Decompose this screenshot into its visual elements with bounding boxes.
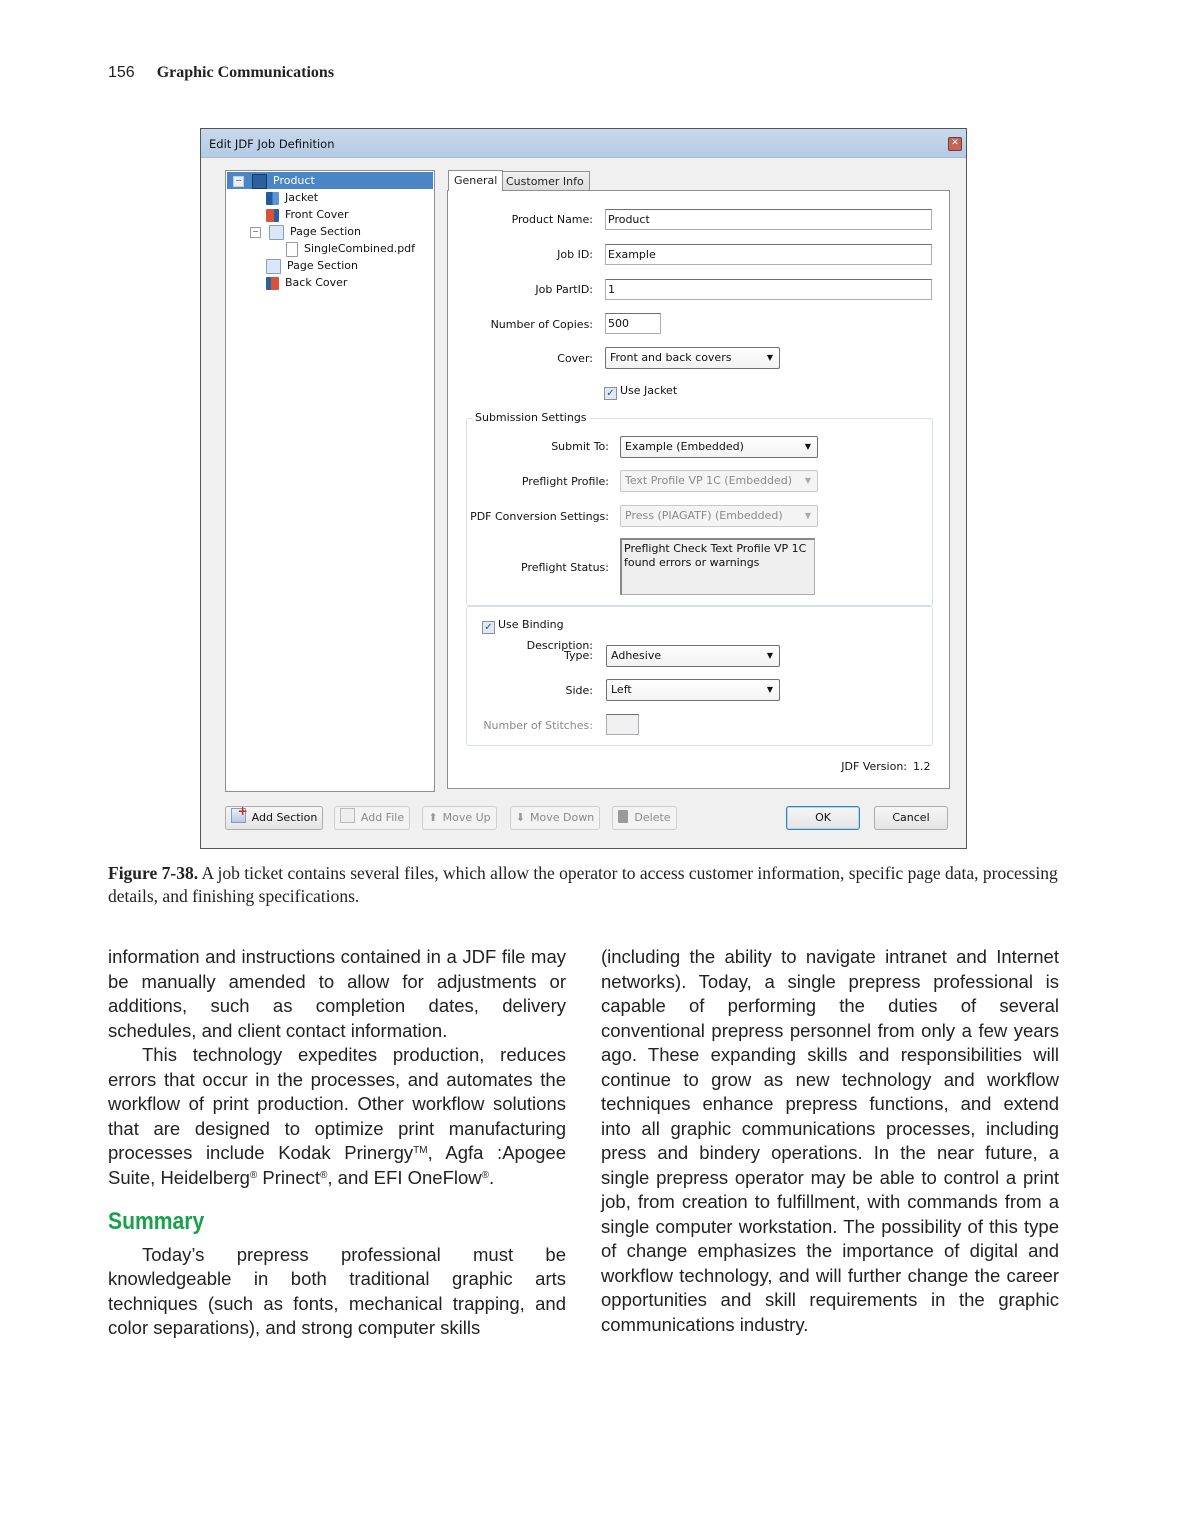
paragraph: information and instructions contained in a JDF file may be manually amended to allow for adjustments or additions, such as completion dates, delivery schedules, and client contact information. bbox=[108, 946, 566, 1041]
pdf-conversion-label: PDF Conversion Settings: bbox=[470, 510, 609, 523]
tree-item-label: Back Cover bbox=[285, 276, 348, 289]
cover-select[interactable] bbox=[605, 347, 780, 369]
tree-item-label: SingleCombined.pdf bbox=[304, 242, 416, 255]
tree-item-page-section-1[interactable] bbox=[250, 223, 361, 240]
paragraph: (including the ability to navigate intranet and Internet networks). Today, a single prepress professional is capable of performing the duties of several conventional prepress personnel from only a few years ago. These expanding skills and responsibilities will continue to grow as new technology and workflow techniques enhance prepress functions, and extend into all graphic communications processes, including press and bindery operations. In the near future, a single prepress operator may be able to control a print job, from creation to fulfillment, with commands from a single computer workstation. The possibility of this type of change emphasizes the importance of digital and workflow technology, and will further change the career opportunities and skill requirements in the graphic communications industry. bbox=[601, 946, 1059, 1335]
submit-to-value: Example (Embedded) bbox=[625, 440, 744, 453]
type-label: Type: bbox=[564, 649, 593, 662]
pdf-conversion-select[interactable] bbox=[620, 505, 818, 527]
binding-type-select[interactable] bbox=[606, 645, 780, 667]
add-file-icon bbox=[340, 808, 355, 823]
tree-item-label: Front Cover bbox=[285, 208, 349, 221]
use-jacket-checkbox[interactable] bbox=[604, 384, 677, 400]
tree-item-product[interactable] bbox=[227, 172, 433, 189]
collapse-icon[interactable]: − bbox=[233, 176, 244, 187]
move-down-button[interactable] bbox=[510, 806, 600, 830]
submission-settings-title: Submission Settings bbox=[472, 411, 590, 424]
body-column-right bbox=[601, 945, 1059, 1337]
page-header bbox=[108, 64, 334, 82]
tree-item-label: Page Section bbox=[287, 259, 358, 272]
front-cover-icon bbox=[266, 209, 279, 222]
tab-customer-info[interactable]: Customer Info bbox=[500, 171, 590, 191]
cover-label: Cover: bbox=[557, 352, 593, 365]
product-book-icon bbox=[252, 174, 267, 189]
figure-caption bbox=[108, 862, 1058, 908]
cancel-button[interactable]: Cancel bbox=[874, 806, 948, 830]
job-partid-input[interactable]: 1 bbox=[605, 279, 932, 300]
add-file-label: Add File bbox=[360, 811, 405, 824]
chevron-down-icon: ▼ bbox=[804, 511, 812, 520]
dialog-title: Edit JDF Job Definition bbox=[209, 137, 335, 151]
add-section-label: Add Section bbox=[251, 811, 318, 824]
product-name-label: Product Name: bbox=[511, 213, 593, 226]
tab-general[interactable]: General bbox=[448, 170, 503, 191]
paragraph: This technology expedites production, reduces errors that occur in the processes, and automates the workflow of print production. Other workflow solutions that are designed to optimize print manufacturing processes include Kodak Prinergy™, Agfa :Apogee Suite, Heidelberg® Prinect®, and EFI OneFlow®. bbox=[108, 1044, 566, 1188]
ok-button[interactable]: OK bbox=[786, 806, 860, 830]
checkbox-checked-icon: ✓ bbox=[482, 621, 495, 634]
tree-item-label: Jacket bbox=[285, 191, 319, 204]
delete-label: Delete bbox=[634, 811, 671, 824]
submit-to-select[interactable] bbox=[620, 436, 818, 458]
back-cover-icon bbox=[266, 277, 279, 290]
trash-icon bbox=[618, 810, 628, 823]
tree-item-label: Page Section bbox=[290, 225, 361, 238]
summary-heading: Summary bbox=[108, 1208, 205, 1235]
binding-side-select[interactable] bbox=[606, 679, 780, 701]
stitches-label: Number of Stitches: bbox=[483, 719, 593, 732]
description-type-label bbox=[491, 641, 593, 661]
arrow-up-icon: ⬆ bbox=[428, 811, 438, 824]
use-binding-label: Use Binding bbox=[498, 618, 564, 631]
move-down-label: Move Down bbox=[530, 811, 595, 824]
pdf-conversion-value: Press (PIAGATF) (Embedded) bbox=[625, 509, 783, 522]
preflight-profile-select[interactable] bbox=[620, 470, 818, 492]
edit-jdf-dialog bbox=[200, 128, 967, 849]
delete-button[interactable] bbox=[612, 806, 677, 830]
use-binding-checkbox[interactable] bbox=[482, 618, 564, 634]
tree-item-label: Product bbox=[273, 174, 315, 187]
collapse-icon[interactable]: − bbox=[250, 227, 261, 238]
add-section-icon: + bbox=[231, 808, 246, 823]
move-up-button[interactable] bbox=[422, 806, 497, 830]
binding-side-value: Left bbox=[611, 683, 632, 696]
tree-item-jacket[interactable] bbox=[266, 189, 318, 206]
description-label: Description: bbox=[526, 639, 593, 652]
page-section-icon bbox=[266, 259, 281, 274]
stitches-input[interactable] bbox=[606, 714, 639, 735]
job-id-input[interactable]: Example bbox=[605, 244, 932, 265]
figure-text: A job ticket contains several files, which allow the operator to access customer information, specific page data, processing details, and finishing specifications. bbox=[108, 863, 1058, 906]
page-section-icon bbox=[269, 225, 284, 240]
binding-type-value: Adhesive bbox=[611, 649, 662, 662]
preflight-status-textarea[interactable]: Preflight Check Text Profile VP 1C found errors or warnings bbox=[620, 538, 815, 595]
paragraph: Today’s prepress professional must be knowledgeable in both traditional graphic arts techniques (such as fonts, mechanical trapping, and color separations), and strong computer skills bbox=[108, 1243, 566, 1338]
chevron-down-icon: ▼ bbox=[804, 476, 812, 485]
submit-to-label: Submit To: bbox=[551, 440, 609, 453]
copies-input[interactable]: 500 bbox=[605, 313, 661, 334]
chevron-down-icon: ▼ bbox=[766, 353, 774, 362]
preflight-profile-label: Preflight Profile: bbox=[521, 475, 609, 488]
dialog-titlebar[interactable] bbox=[201, 129, 966, 158]
jdf-version-label: JDF Version: bbox=[841, 760, 907, 773]
chevron-down-icon: ▼ bbox=[766, 651, 774, 660]
section-tree[interactable] bbox=[225, 170, 435, 792]
body-column-left bbox=[108, 945, 566, 1341]
add-file-button[interactable] bbox=[334, 806, 410, 830]
close-icon[interactable]: ✕ bbox=[948, 137, 962, 151]
jdf-version-value: 1.2 bbox=[913, 760, 931, 773]
job-id-label: Job ID: bbox=[557, 248, 593, 261]
use-jacket-label: Use Jacket bbox=[620, 384, 678, 397]
running-title: Graphic Communications bbox=[156, 64, 335, 81]
chevron-down-icon: ▼ bbox=[766, 685, 774, 694]
figure-label: Figure 7-38. bbox=[108, 863, 199, 883]
job-partid-label: Job PartID: bbox=[535, 283, 593, 296]
move-up-label: Move Up bbox=[442, 811, 491, 824]
tree-item-back-cover[interactable] bbox=[266, 274, 347, 291]
chevron-down-icon: ▼ bbox=[804, 442, 812, 451]
preflight-profile-value: Text Profile VP 1C (Embedded) bbox=[625, 474, 792, 487]
copies-label: Number of Copies: bbox=[490, 318, 593, 331]
side-label: Side: bbox=[565, 684, 593, 697]
jacket-icon bbox=[266, 192, 279, 205]
tree-item-page-section-2[interactable] bbox=[266, 257, 358, 274]
add-section-button[interactable] bbox=[225, 806, 323, 830]
page-number: 156 bbox=[108, 64, 135, 81]
checkbox-checked-icon: ✓ bbox=[604, 387, 617, 400]
arrow-down-icon: ⬇ bbox=[515, 811, 526, 824]
tree-item-pdf-file[interactable] bbox=[286, 240, 415, 257]
tree-item-front-cover[interactable] bbox=[266, 206, 349, 223]
pdf-file-icon bbox=[286, 242, 298, 257]
cover-selected-value: Front and back covers bbox=[610, 351, 732, 364]
preflight-status-label: Preflight Status: bbox=[521, 561, 609, 574]
product-name-input[interactable]: Product bbox=[605, 209, 932, 230]
